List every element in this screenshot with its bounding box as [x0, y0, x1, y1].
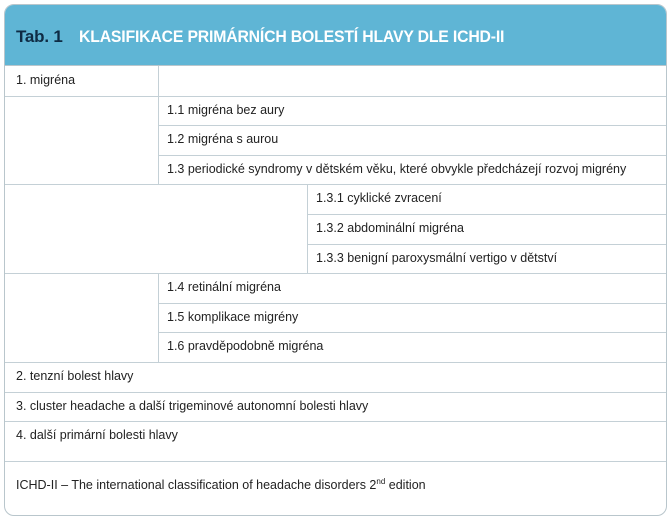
indent-divider: [158, 125, 159, 155]
table-row: [5, 125, 666, 155]
indent-divider: [158, 273, 159, 303]
indent-divider: [307, 184, 308, 214]
row-label: 1.3 periodické syndromy v dětském věku, které obvykle předcházejí rozvoj migrény: [167, 161, 627, 176]
table-row: [5, 184, 666, 214]
row-label: 1. migréna: [16, 73, 76, 87]
row-label: 1.3.1 cyklické zvracení: [316, 191, 442, 206]
table-row: [5, 421, 666, 451]
table-row: [5, 392, 666, 422]
row-label: 3. cluster headache a další trigeminové autonomní bolesti hlavy: [16, 398, 369, 413]
row-label: 1.1 migréna bez aury: [167, 102, 285, 117]
row-label: 1.2 migréna s aurou: [167, 132, 279, 147]
row-label: 1.4 retinální migréna: [167, 280, 281, 295]
table-row: [5, 66, 666, 96]
indent-divider: [307, 244, 308, 274]
footnote-text: ICHD-II – The international classification of headache disorders 2: [16, 478, 377, 493]
row-label: 2. tenzní bolest hlavy: [16, 368, 134, 383]
table-row: [5, 303, 666, 333]
indent-divider: [158, 303, 159, 333]
table-row: [5, 332, 666, 362]
row-label: 1.6 pravděpodobně migréna: [167, 339, 324, 354]
row-label: 1.3.2 abdominální migréna: [316, 220, 465, 235]
footnote-sup: nd: [376, 477, 386, 486]
indent-divider: [158, 332, 159, 362]
table-row: [5, 96, 666, 126]
footnote-suffix: edition: [385, 478, 426, 493]
footnote: [16, 477, 426, 492]
row-label: 1.3.3 benigní paroxysmální vertigo v dětství: [316, 250, 558, 265]
table-row: [5, 214, 666, 244]
table-frame: [4, 4, 667, 516]
indent-divider: [158, 66, 159, 96]
table-row: [5, 362, 666, 392]
table-row: [5, 155, 666, 185]
row-divider: [5, 96, 666, 97]
indent-divider: [307, 214, 308, 244]
row-divider: [5, 273, 666, 274]
indent-divider: [158, 155, 159, 185]
table-row: [5, 273, 666, 303]
row-label: 1.5 komplikace migrény: [167, 309, 299, 324]
footnote-divider: [5, 461, 666, 462]
row-label: 4. další primární bolesti hlavy: [16, 428, 178, 443]
table-header: [5, 5, 666, 66]
table-row: [5, 244, 666, 274]
table-body: [5, 66, 666, 451]
table-number: Tab. 1: [16, 27, 63, 46]
indent-divider: [158, 96, 159, 126]
table-title: KLASIFIKACE PRIMÁRNÍCH BOLESTÍ HLAVY DLE ICHD-II: [79, 27, 505, 46]
